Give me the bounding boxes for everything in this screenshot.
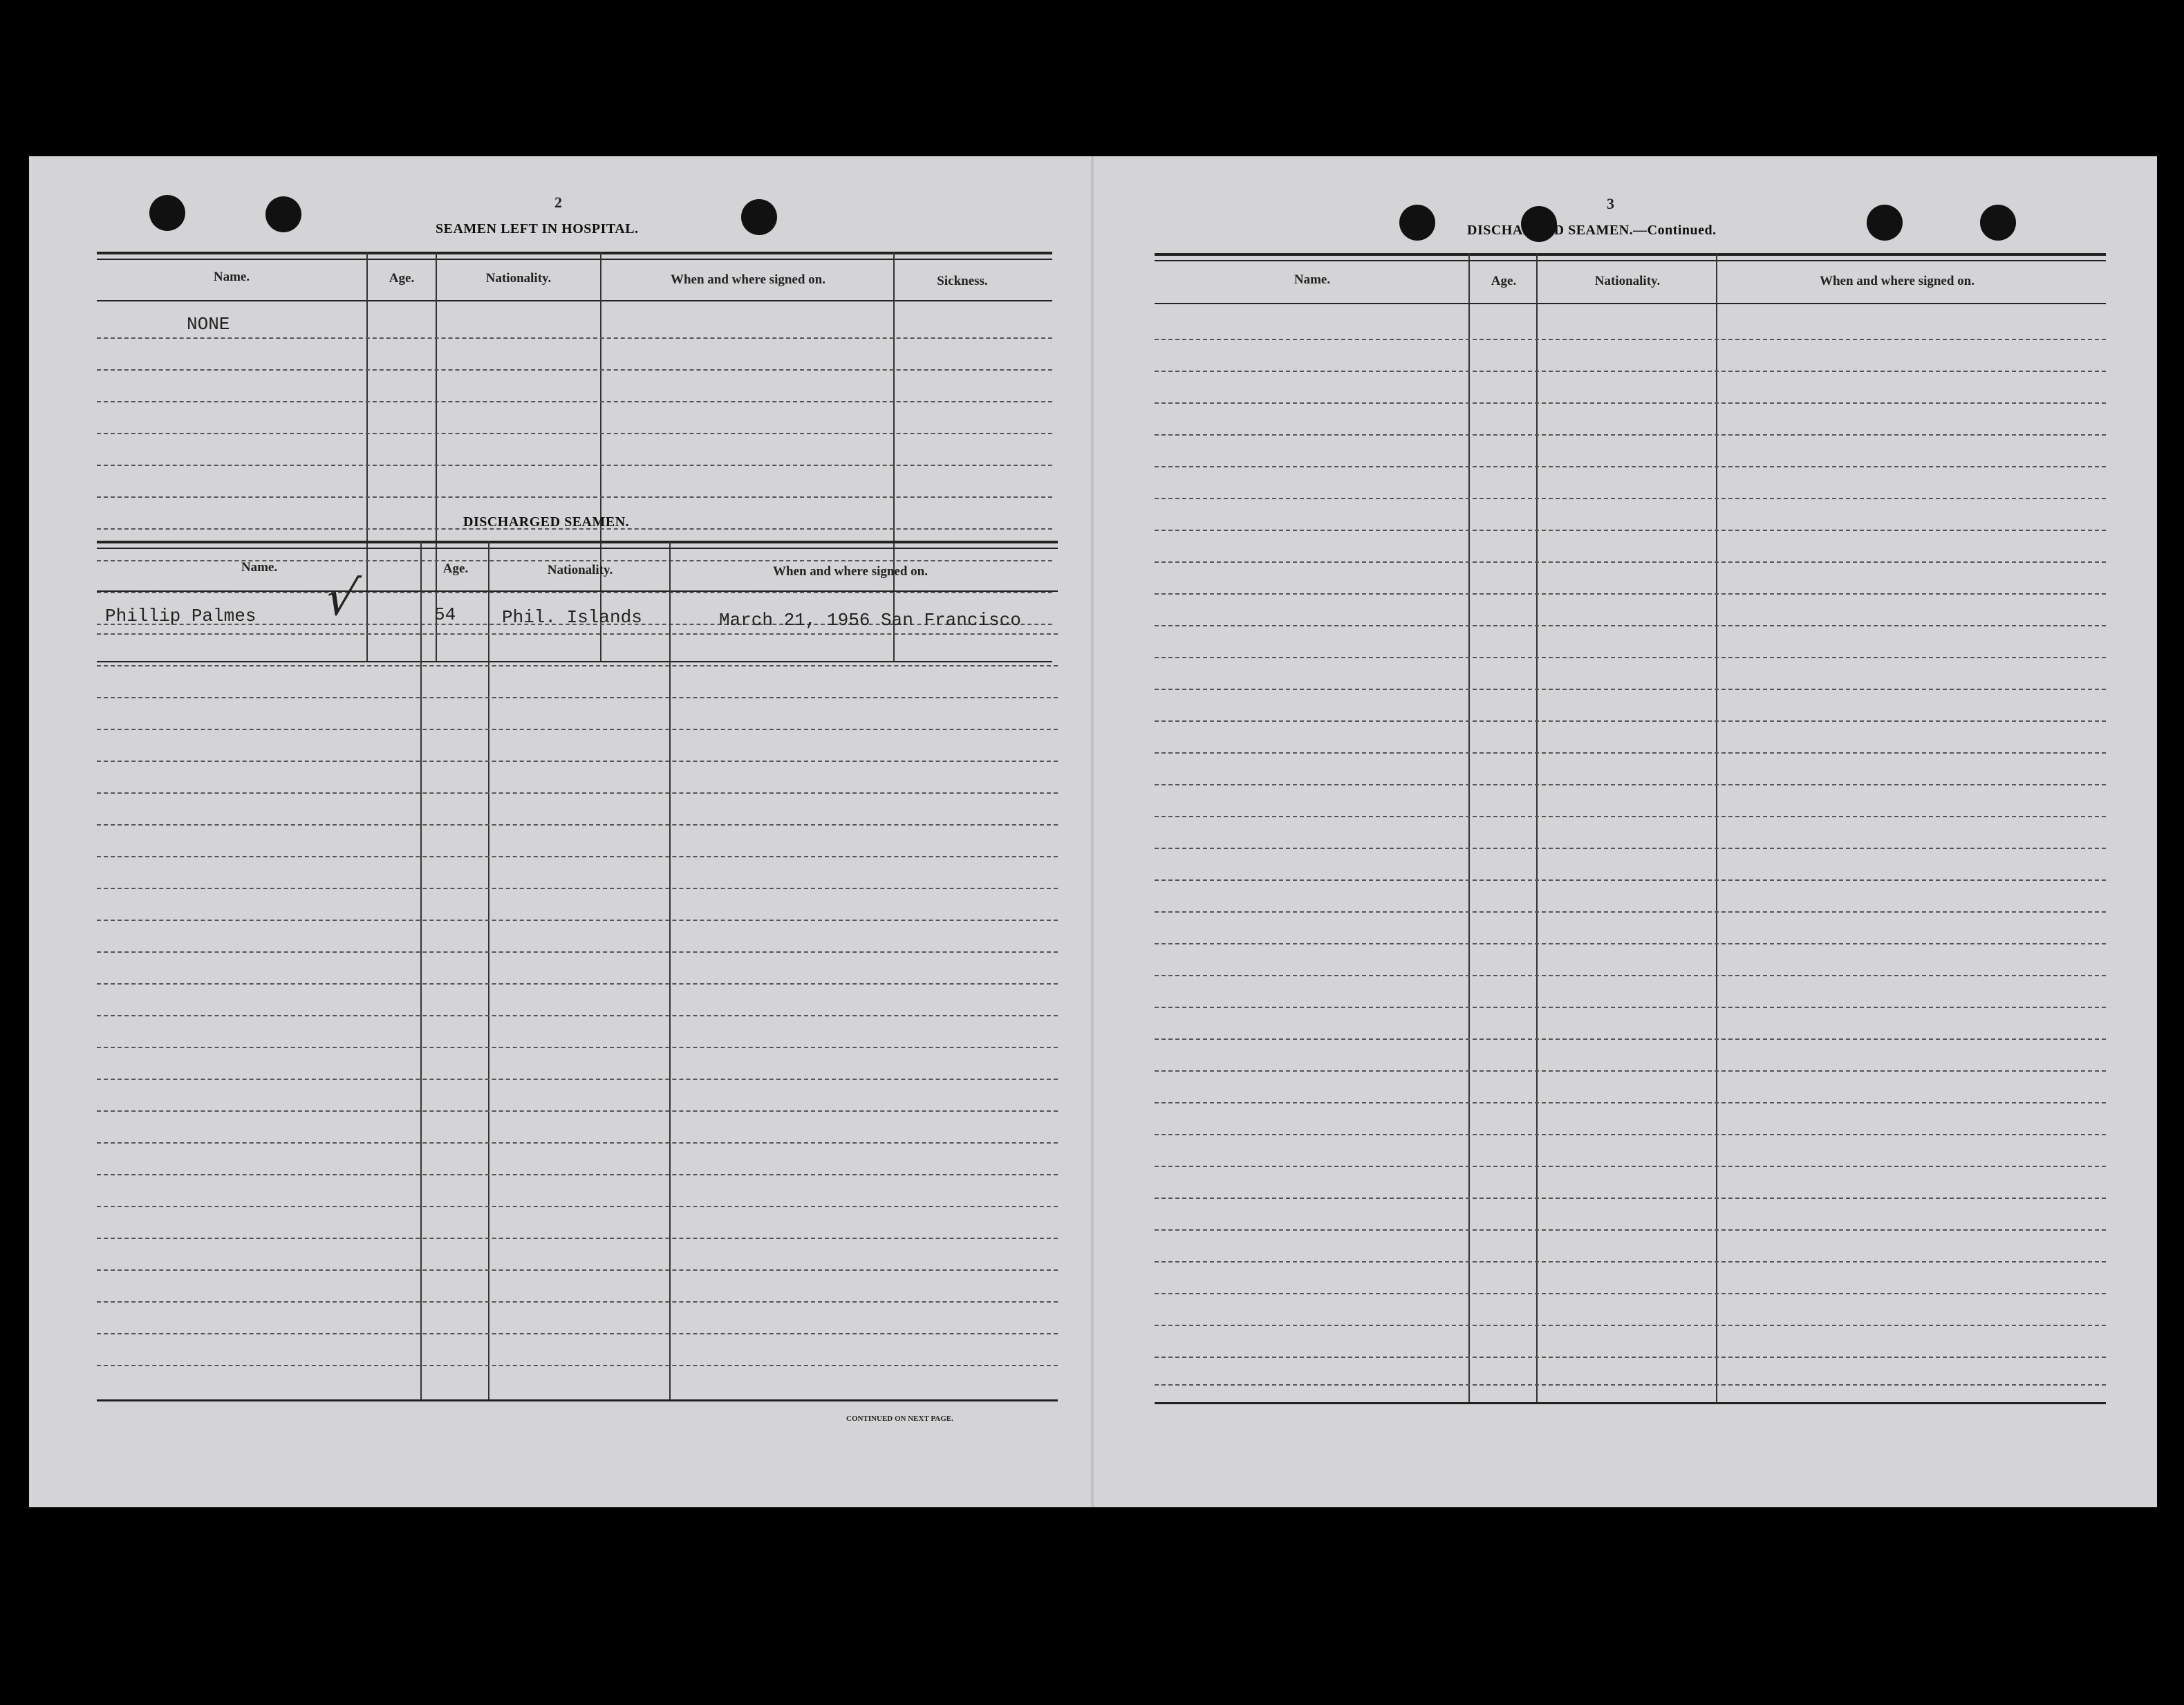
col-name-header: Name. — [213, 270, 250, 284]
punch-hole — [149, 195, 185, 231]
punch-hole — [741, 199, 777, 235]
col-nationality-header: Nationality. — [547, 563, 613, 577]
hospital-section-title: SEAMEN LEFT IN HOSPITAL. — [436, 221, 639, 236]
hospital-entry: NONE — [187, 314, 230, 335]
document-sheet — [29, 156, 2157, 1507]
discharged-continued-title: DISCHARGED SEAMEN.—Continued. — [1467, 223, 1717, 238]
seaman-age: 54 — [434, 604, 456, 625]
col-sickness-header: Sickness. — [937, 274, 988, 288]
col-nationality-header: Nationality. — [485, 271, 552, 286]
col-signed-on-header: When and where signed on. — [1819, 274, 1975, 288]
col-age-header: Age. — [442, 561, 469, 576]
punch-hole — [265, 196, 301, 232]
punch-hole — [1399, 205, 1435, 241]
seaman-signed-on: March 21, 1956 San Francisco — [719, 610, 1021, 631]
discharged-table-right — [1155, 253, 2106, 1415]
punch-hole — [1867, 205, 1903, 241]
page-fold — [1091, 156, 1094, 1507]
col-name-header: Name. — [241, 560, 278, 575]
page-number-right: 3 — [1607, 195, 1614, 212]
seaman-name: Phillip Palmes — [105, 606, 256, 626]
punch-hole — [1980, 205, 2016, 241]
col-name-header: Name. — [1294, 272, 1331, 287]
discharged-section-title: DISCHARGED SEAMEN. — [463, 514, 630, 530]
col-age-header: Age. — [389, 271, 415, 286]
check-mark: √ — [320, 570, 364, 626]
col-age-header: Age. — [1491, 274, 1517, 288]
page-number-left: 2 — [554, 194, 562, 211]
seaman-nationality: Phil. Islands — [502, 607, 642, 628]
col-nationality-header: Nationality. — [1594, 274, 1661, 288]
continued-note: CONTINUED ON NEXT PAGE. — [846, 1415, 953, 1423]
discharged-table-left — [97, 541, 1058, 1412]
col-signed-on-header: When and where signed on. — [772, 564, 928, 579]
col-signed-on-header: When and where signed on. — [670, 272, 825, 287]
